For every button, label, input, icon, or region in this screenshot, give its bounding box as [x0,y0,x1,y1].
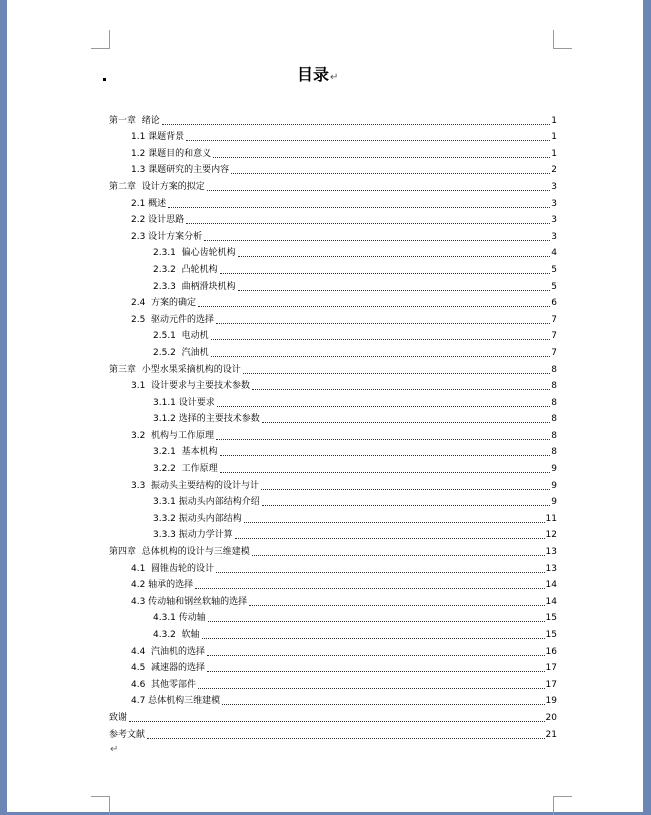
toc-entry[interactable] [109,624,557,641]
toc-entry-page: 5 [551,281,557,292]
toc-entry-page: 13 [545,563,557,574]
toc-entry[interactable] [109,226,557,243]
toc-entry[interactable] [109,127,557,144]
crop-mark-bottom-left [91,796,110,815]
dot-leader [147,737,545,739]
toc-entry[interactable] [109,376,557,393]
toc-entry-title: 2.3.3 曲柄滑块机构 [153,281,236,292]
dot-leader [168,206,550,208]
toc-entry-page: 15 [545,613,557,624]
toc-entry-title: 4.4 汽油机的选择 [131,646,206,657]
toc-entry-title: 2.4 方案的确定 [131,298,197,309]
toc-entry-page: 2 [551,165,557,176]
toc-entry-page: 1 [551,115,557,126]
toc-entry-page: 8 [551,381,557,392]
toc-entry-page: 3 [551,231,557,242]
toc-entry[interactable] [109,458,557,475]
dot-leader [243,372,551,374]
toc-entry-page: 14 [545,596,557,607]
toc-entry[interactable] [109,658,557,675]
toc-entry-title: 2.3 设计方案分析 [131,231,203,242]
toc-entry[interactable] [109,193,557,210]
toc-entry-title: 2.5.2 汽油机 [153,347,209,358]
toc-entry[interactable] [109,143,557,160]
toc-entry-title: 3.3.2 振动头内部结构 [153,513,242,524]
table-of-contents [109,110,557,741]
dot-leader [186,222,550,224]
toc-entry[interactable] [109,176,557,193]
toc-entry[interactable] [109,492,557,509]
dot-leader [198,305,550,307]
toc-entry-page: 19 [545,696,557,707]
toc-entry[interactable] [109,293,557,310]
dot-leader [213,156,550,158]
crop-mark-bottom-right [553,796,572,815]
toc-entry[interactable] [109,425,557,442]
dot-leader [211,355,551,357]
toc-entry-page: 1 [551,148,557,159]
toc-entry-title: 4.3 传动轴和钢丝软轴的选择 [131,596,248,607]
dot-leader [252,554,545,556]
dot-leader [186,139,550,141]
toc-entry[interactable] [109,724,557,741]
toc-entry-title: 2.3.2 凸轮机构 [153,264,218,275]
toc-entry-page: 5 [551,264,557,275]
toc-entry-page: 3 [551,198,557,209]
dot-leader [211,338,551,340]
dot-leader [249,604,544,606]
dot-leader [261,488,550,490]
toc-entry-page: 4 [551,248,557,259]
dot-leader [216,571,545,573]
toc-entry-title: 第二章 设计方案的拟定 [109,181,205,192]
toc-entry-title: 3.1.1 设计要求 [153,397,215,408]
toc-entry-page: 6 [551,298,557,309]
toc-entry-page: 7 [551,347,557,358]
toc-entry-page: 9 [551,480,557,491]
toc-entry-title: 致谢 [109,712,128,723]
toc-entry-page: 11 [545,513,557,524]
toc-entry-page: 21 [545,729,557,740]
toc-entry-page: 3 [551,215,557,226]
dot-leader [262,421,551,423]
toc-entry[interactable] [109,110,557,127]
paragraph-mark: ↵ [330,72,339,83]
toc-entry-page: 13 [545,547,557,558]
toc-entry-title: 4.3.1 传动轴 [153,613,206,624]
dot-leader [216,438,550,440]
toc-entry-title: 3.2.2 工作原理 [153,464,218,475]
dot-leader [208,620,545,622]
toc-entry[interactable] [109,243,557,260]
toc-entry[interactable] [109,326,557,343]
toc-entry[interactable] [109,525,557,542]
toc-entry-title: 3.3.3 振动力学计算 [153,530,233,541]
toc-entry[interactable] [109,558,557,575]
toc-entry[interactable] [109,541,557,558]
toc-entry[interactable] [109,674,557,691]
toc-entry-title: 4.6 其他零部件 [131,679,197,690]
toc-entry[interactable] [109,691,557,708]
toc-entry-page: 14 [545,580,557,591]
dot-leader [202,637,545,639]
dot-leader [252,388,550,390]
toc-entry-page: 20 [545,712,557,723]
toc-entry-page: 9 [551,497,557,508]
toc-entry[interactable] [109,608,557,625]
paragraph-mark-end: ↵ [110,744,119,755]
toc-entry-title: 2.1 概述 [131,198,167,209]
title-text: 目录 [297,65,330,84]
toc-entry-title: 3.2.1 基本机构 [153,447,218,458]
toc-entry-title: 4.1 圆锥齿轮的设计 [131,563,215,574]
dot-leader [162,123,551,125]
dot-leader [129,720,545,722]
toc-entry-page: 8 [551,364,557,375]
toc-entry-title: 4.2 轴承的选择 [131,580,194,591]
toc-entry[interactable] [109,359,557,376]
toc-entry[interactable] [109,475,557,492]
toc-entry-title: 参考文献 [109,729,146,740]
crop-mark-top-left [91,30,110,49]
toc-entry-title: 2.3.1 偏心齿轮机构 [153,248,236,259]
toc-entry[interactable] [109,442,557,459]
toc-entry[interactable] [109,707,557,724]
toc-entry-page: 12 [545,530,557,541]
dot-leader [262,504,551,506]
toc-entry[interactable] [109,591,557,608]
dot-leader [204,239,550,241]
toc-entry-title: 4.5 减速器的选择 [131,663,206,674]
toc-entry-title: 3.1 设计要求与主要技术参数 [131,381,251,392]
dot-leader [207,654,545,656]
dot-leader [220,272,551,274]
dot-leader [231,172,550,174]
dot-leader [207,670,545,672]
toc-entry-title: 2.5 驱动元件的选择 [131,314,215,325]
toc-entry-page: 7 [551,314,557,325]
toc-entry-title: 1.1 课题背景 [131,132,185,143]
toc-entry-page: 8 [551,430,557,441]
toc-entry[interactable] [109,641,557,658]
toc-entry-title: 4.3.2 软轴 [153,630,200,640]
toc-entry-title: 3.3.1 振动头内部结构介绍 [153,497,260,508]
dot-leader [238,289,551,291]
toc-entry-page: 16 [545,646,557,657]
toc-entry-page: 17 [545,663,557,674]
toc-entry-title: 3.2 机构与工作原理 [131,430,215,441]
bullet-mark [103,78,106,81]
toc-entry-title: 3.1.2 选择的主要技术参数 [153,414,260,425]
toc-entry-title: 2.5.1 电动机 [153,331,209,342]
toc-entry-page: 17 [545,679,557,690]
dot-leader [217,405,551,407]
toc-entry-page: 15 [545,630,557,640]
dot-leader [207,189,551,191]
toc-entry[interactable] [109,259,557,276]
dot-leader [238,255,551,257]
toc-entry-page: 9 [551,464,557,475]
toc-entry-page: 7 [551,331,557,342]
toc-entry[interactable] [109,508,557,525]
dot-leader [216,322,550,324]
toc-entry-page: 8 [551,397,557,408]
toc-entry-page: 1 [551,132,557,143]
dot-leader [235,537,545,539]
toc-entry-page: 3 [551,181,557,192]
toc-entry[interactable] [109,342,557,359]
dot-leader [220,454,551,456]
dot-leader [195,587,544,589]
toc-entry[interactable] [109,392,557,409]
dot-leader [222,703,544,705]
document-page [7,0,643,812]
toc-entry[interactable] [109,409,557,426]
toc-entry-title: 1.3 课题研究的主要内容 [131,165,230,176]
toc-entry-page: 8 [551,447,557,458]
toc-entry[interactable] [109,160,557,177]
toc-entry[interactable] [109,276,557,293]
toc-entry[interactable] [109,575,557,592]
toc-entry[interactable] [109,309,557,326]
crop-mark-top-right [553,30,572,49]
dot-leader [220,471,551,473]
toc-entry-title: 3.3 振动头主要结构的设计与计 [131,480,260,491]
toc-entry-title: 2.2 设计思路 [131,215,185,226]
dot-leader [244,521,545,523]
toc-entry-title: 第四章 总体机构的设计与三维建模 [109,547,250,558]
toc-entry-title: 4.7 总体机构三维建模 [131,696,221,707]
page-title [297,62,367,85]
toc-entry-title: 第一章 绪论 [109,115,160,126]
toc-entry-title: 1.2 课题目的和意义 [131,148,212,159]
toc-entry-title: 第三章 小型水果采摘机构的设计 [109,364,241,375]
dot-leader [198,687,545,689]
toc-entry[interactable] [109,210,557,227]
toc-entry-page: 8 [551,414,557,425]
